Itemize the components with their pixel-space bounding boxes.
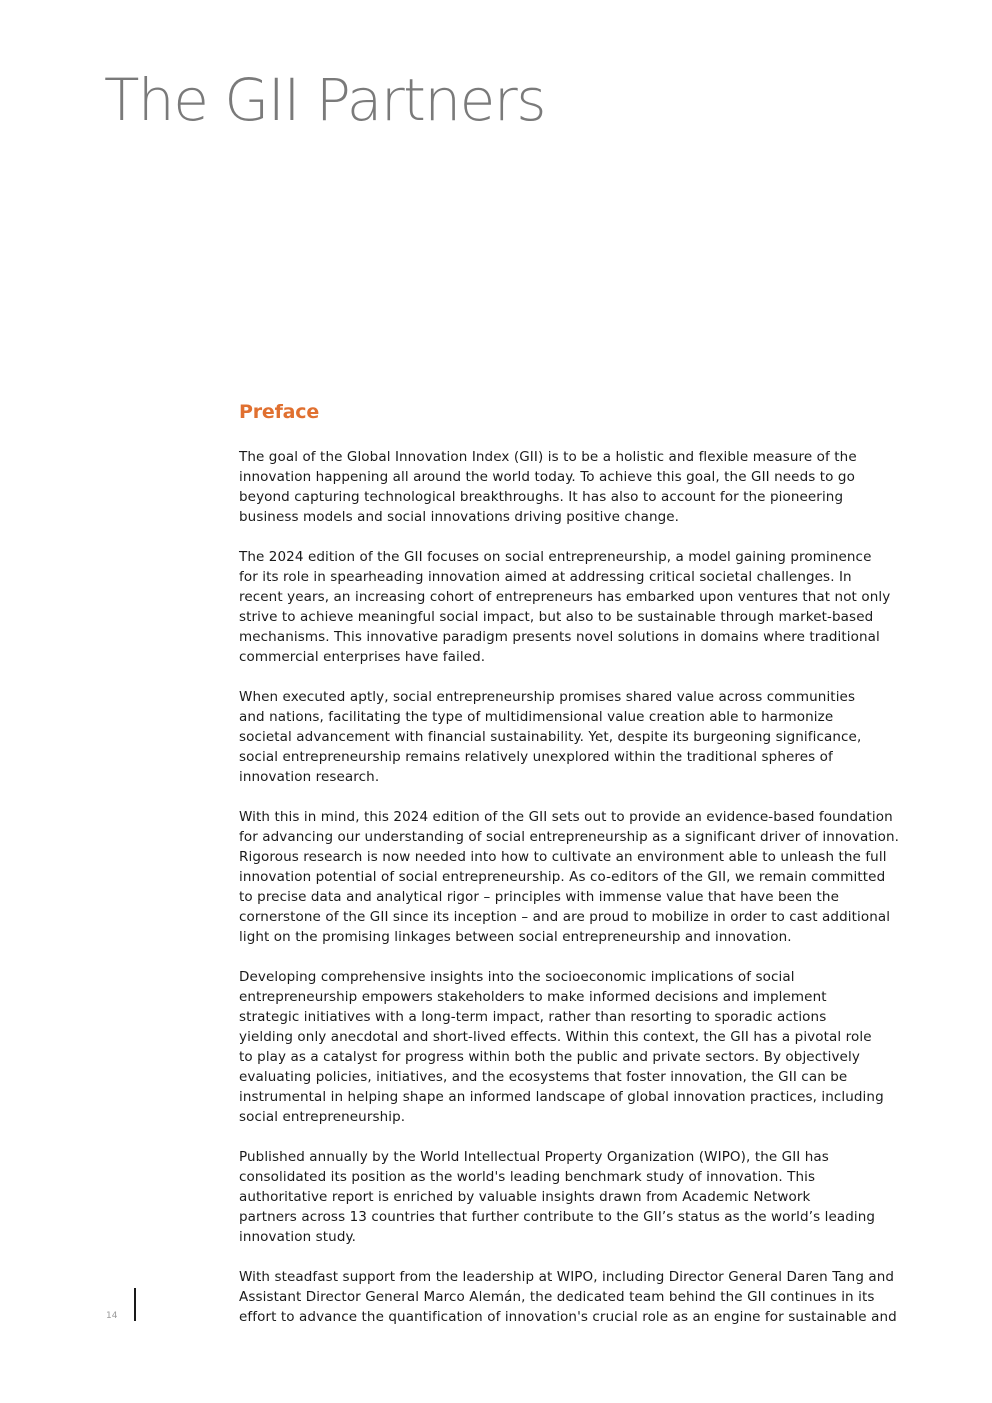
paragraph-line: entrepreneurship empowers stakeholders to make informed decisions and implement [239,989,827,1005]
paragraph-line: partners across 13 countries that further contribute to the GII’s status as the world’s leading [239,1209,876,1225]
paragraph-line: evaluating policies, initiatives, and the ecosystems that foster innovation, the GII can be [239,1069,848,1085]
paragraph-line: social entrepreneurship. [239,1109,406,1125]
paragraph-line: innovation research. [239,769,380,785]
paragraph-line: and nations, facilitating the type of multidimensional value creation able to harmonize [239,709,834,725]
paragraph-line: yielding only anecdotal and short-lived effects. Within this context, the GII has a pivotal role [239,1029,872,1045]
paragraph-line: light on the promising linkages between social entrepreneurship and innovation. [239,929,792,945]
page-title: The GII Partners [104,66,545,134]
page-number: 14 [106,1311,118,1321]
paragraph-2 [239,547,899,667]
paragraph-line: innovation happening all around the world today. To achieve this goal, the GII needs to go [239,469,855,485]
paragraph-line: to precise data and analytical rigor – principles with immense value that have been the [239,889,839,905]
paragraph-line: authoritative report is enriched by valuable insights drawn from Academic Network [239,1189,811,1205]
paragraph-line: recent years, an increasing cohort of entrepreneurs has embarked upon ventures that not only [239,589,891,605]
paragraph-1 [239,447,899,527]
paragraph-line: With this in mind, this 2024 edition of the GII sets out to provide an evidence-based foundation [239,809,893,825]
preface-section [239,398,899,1347]
paragraph-line: social entrepreneurship remains relatively unexplored within the traditional spheres of [239,749,833,765]
paragraph-line: The goal of the Global Innovation Index (GII) is to be a holistic and flexible measure of the [239,449,857,465]
paragraph-line: When executed aptly, social entrepreneurship promises shared value across communities [239,689,856,705]
paragraph-line: mechanisms. This innovative paradigm presents novel solutions in domains where traditional [239,629,880,645]
paragraph-line: Developing comprehensive insights into the socioeconomic implications of social [239,969,795,985]
page-number-divider [134,1288,136,1321]
paragraph-line: Assistant Director General Marco Alemán, the dedicated team behind the GII continues in its [239,1289,875,1305]
paragraph-7 [239,1267,899,1327]
paragraph-4 [239,807,899,947]
paragraph-line: Rigorous research is now needed into how to cultivate an environment able to unleash the full [239,849,887,865]
paragraph-line: societal advancement with financial sustainability. Yet, despite its burgeoning significance, [239,729,862,745]
paragraph-line: for its role in spearheading innovation aimed at addressing critical societal challenges. In [239,569,852,585]
paragraph-line: Published annually by the World Intellectual Property Organization (WIPO), the GII has [239,1149,829,1165]
paragraph-line: innovation study. [239,1229,357,1245]
paragraph-5 [239,967,899,1127]
paragraph-line: consolidated its position as the world's leading benchmark study of innovation. This [239,1169,816,1185]
paragraph-line: beyond capturing technological breakthroughs. It has also to account for the pioneering [239,489,844,505]
paragraph-line: cornerstone of the GII since its inception – and are proud to mobilize in order to cast additional [239,909,891,925]
paragraph-line: strategic initiatives with a long-term impact, rather than resorting to sporadic actions [239,1009,827,1025]
section-heading: Preface [239,401,320,423]
paragraph-line: instrumental in helping shape an informed landscape of global innovation practices, including [239,1089,884,1105]
paragraph-line: business models and social innovations driving positive change. [239,509,680,525]
paragraph-line: innovation potential of social entrepreneurship. As co-editors of the GII, we remain committed [239,869,886,885]
paragraph-3 [239,687,899,787]
paragraph-line: effort to advance the quantification of innovation's crucial role as an engine for sustainable and [239,1309,897,1325]
paragraph-line: strive to achieve meaningful social impact, but also to be sustainable through market-based [239,609,874,625]
paragraph-line: The 2024 edition of the GII focuses on social entrepreneurship, a model gaining prominence [239,549,872,565]
paragraph-line: for advancing our understanding of social entrepreneurship as a significant driver of innovation. [239,829,899,845]
paragraph-line: With steadfast support from the leadership at WIPO, including Director General Daren Tang and [239,1269,895,1285]
paragraph-line: commercial enterprises have failed. [239,649,486,665]
paragraph-line: to play as a catalyst for progress within both the public and private sectors. By objectively [239,1049,860,1065]
paragraph-6 [239,1147,899,1247]
